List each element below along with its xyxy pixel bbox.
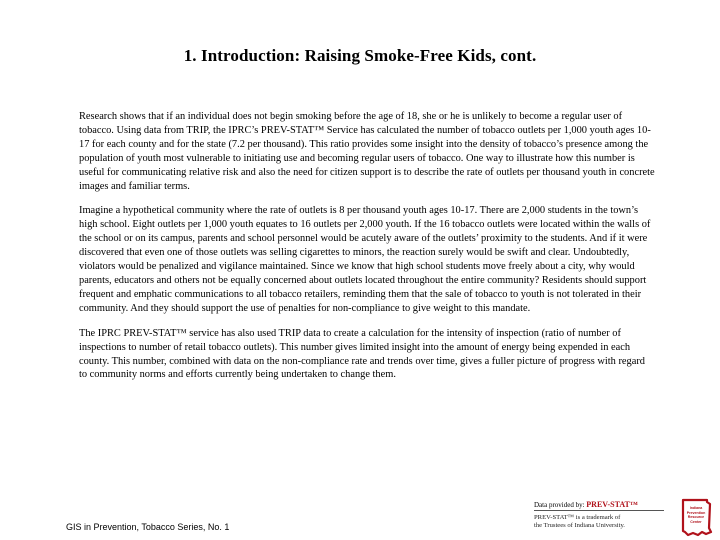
credit-prefix: Data provided by: xyxy=(534,501,587,509)
logo-text: Indiana Prevention Resource Center xyxy=(686,506,706,524)
trademark-line-1: PREV-STAT™ is a trademark of xyxy=(534,514,621,521)
slide-title: 1. Introduction: Raising Smoke-Free Kids, cont. xyxy=(183,46,537,65)
paragraph-hypothetical-community: Imagine a hypothetical community where the rate of outlets is 8 per thousand youth ages 10-17. There are 2,000 students in the town’s high school. Eight outlets per 1,000 youth equates to 16 outlets per 2,000 youth. If the 16 tobacco outlets were located within the walls of the school or on its campus, parents and school personnel would be acutely aware of the outlets’ proximity to the students. And if it were discovered that even one of those outlets was selling cigarettes to minors, the reaction surely would be swift and clear. Undoubtedly, violators would be penalized and vigilance maintained. Since we know that high school students move freely about a city, why would parents, educators and others not be equally concerned about outlets located throughout the entire community? Residents should support frequent and emphatic communications to all tobacco retailers, reminding them that the sale of tobacco to youth is not tolerated in their community. And they should support the use of penalties for non-compliance to give weight to this mandate. xyxy=(79,205,651,314)
series-footer: GIS in Prevention, Tobacco Series, No. 1 xyxy=(66,522,230,532)
credit-divider xyxy=(534,510,664,511)
trademark-line-2: the Trustees of Indiana University. xyxy=(534,522,625,529)
paragraph-research: Research shows that if an individual does not begin smoking before the age of 18, she or he is unlikely to become a regular user of tobacco. Using data from TRIP, the IPRC’s PREV-STAT™ Service has calculated the number of tobacco outlets per 1,000 youth ages 10-17 for each county and for the state (7.2 per thousand). This ratio provides some insight into the density of tobacco’s presence among the population of youth most vulnerable to initiating use and becoming regular users of tobacco. One way to illustrate how this number is useful for communicating relative risk and also the need for citizen support is to describe the rate of outlets per thousand youth in concrete images and familiar terms. xyxy=(79,111,655,192)
body-text xyxy=(79,110,655,393)
credit-line xyxy=(534,500,638,509)
paragraph-inspection-intensity: The IPRC PREV-STAT™ service has also used TRIP data to create a calculation for the intensity of inspection (ratio of number of inspections to number of retail tobacco outlets). This number gives limited insight into the amount of energy being expended in each county. This number, combined with data on the non-compliance rate and trends over time, gives a fuller picture of progress with regard to community norms and efforts currently being undertaken to change them. xyxy=(79,327,645,381)
credit-brand: PREV-STAT™ xyxy=(586,500,638,509)
data-credit xyxy=(534,500,716,538)
